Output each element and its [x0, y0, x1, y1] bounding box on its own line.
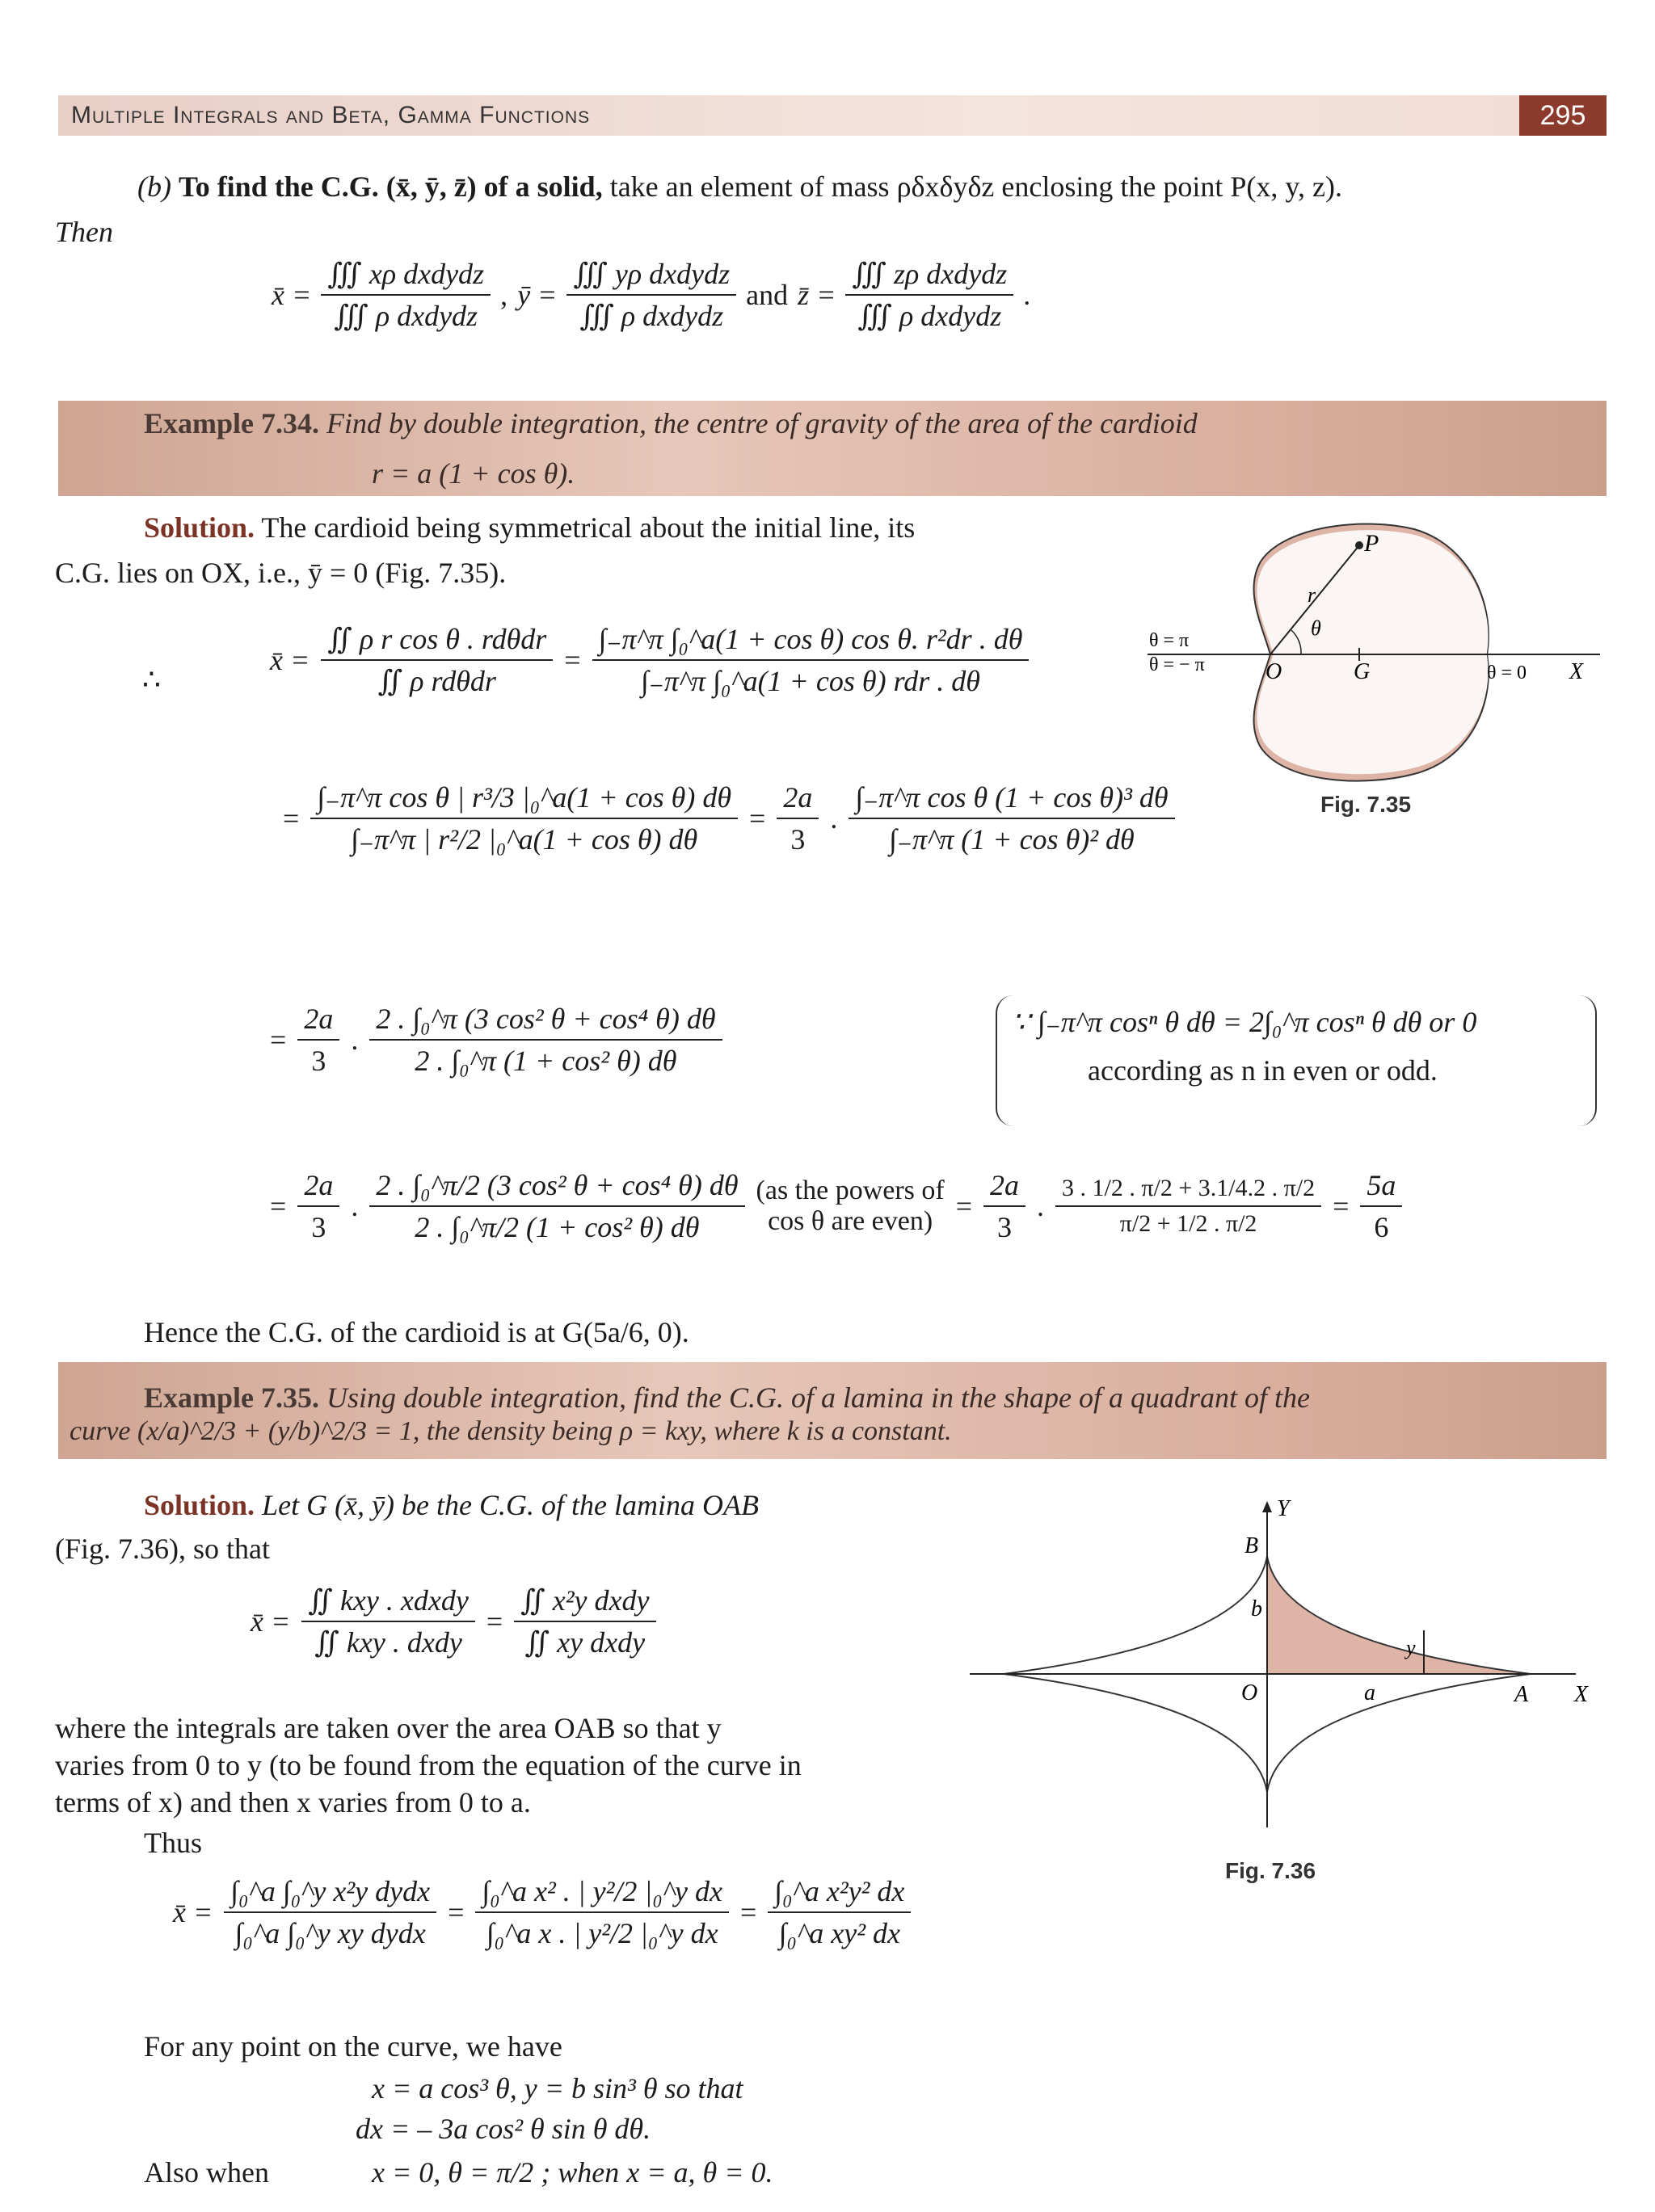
dx-expression: dx = – 3a cos² θ sin θ dθ.: [356, 2113, 651, 2145]
integration-region-text: where the integrals are taken over the area OAB so that y varies from 0 to y (to be found from the equation of the curve in terms of x) and then x varies from 0 to a.: [55, 1712, 802, 1819]
also-when-label: Also when: [144, 2156, 269, 2189]
eq-735-2: x̄ = $\frac{\text{∫₀\textasciicircum{}a ∫₀\textasciicircum{}y x²y dydx}}{\text{∫₀\textasciicircum{}a ∫₀\textasciicircum{}y xy dydx}}$ = $\frac{\text{∫₀\textasciicircum{}a x² . | y²/2 |₀\textasciicircum{}y dx}}{\text{∫₀\textasciicircum{}a x . | y²/2 |₀\textasciicircum{}y dx}}$ = $\frac{\text{∫₀\textasciicircum{}a x²y² dx}}{\text{∫₀\textasciicircum{}a xy² dx}}$: [173, 1874, 911, 1950]
y-axis-arrow: [1262, 1501, 1272, 1512]
eq-735-1: x̄ = $\frac{\text{∬ kxy . xdxdy}}{\text{∬ kxy . dxdy}}$ = $\frac{\text{∬ x²y dxdy}}{\text{∬ xy dxdy}}$: [251, 1583, 656, 1659]
therefore-symbol: ∴: [142, 663, 161, 696]
label-P: P: [1364, 530, 1379, 557]
label-X: X: [1569, 659, 1584, 684]
eq-734-4: = $\frac{2a}{3}$ . $\frac{\text{2 . ∫₀\textasciicircum{}π/2 (3 cos² θ + cos⁴ θ) dθ}}{\text{2 . ∫₀\textasciicircum{}π/2 (1 + cos² θ) dθ}}$ (as the powers of cos θ are even) = $\frac{2a}{3}$ . $\frac{3 . 1/2 . \pi/2 + 3.1/4.2 . \pi/2}{\pi/2 + 1/2 . \pi/2}$ = $\frac{5a}{6}$: [270, 1168, 1402, 1244]
label-B: B: [1244, 1533, 1259, 1558]
label-G: G: [1354, 659, 1371, 684]
example-7-34-statement: Example 7.34. Find by double integration, the centre of gravity of the area of the cardioid: [144, 407, 1198, 439]
example-7-34-equation: r = a (1 + cos θ).: [372, 457, 575, 490]
label-r: r: [1308, 583, 1316, 607]
label-theta-zero: θ = 0: [1487, 662, 1527, 683]
fig-7-36-astroid: [962, 1495, 1608, 1850]
solution-7-35-line2: (Fig. 7.36), so that: [55, 1533, 270, 1565]
example-7-35-statement-2: curve (x/a)^2/3 + (y/b)^2/3 = 1, the density being ρ = kxy, where k is a constant.: [69, 1416, 952, 1446]
label-A: A: [1514, 1682, 1529, 1707]
label-theta-pi: θ = π: [1149, 630, 1190, 651]
solution-7-34-line1: Solution. The cardioid being symmetrical about the initial line, its: [144, 511, 916, 544]
eq-734-2: = $\frac{\text{∫₋π\textasciicircum{}π cos θ | r³/3 |₀\textasciicircum{}a(1 + cos θ) dθ}}{\text{∫₋π\textasciicircum{}π | r²/2 |₀\textasciicircum{}a(1 + cos θ) dθ}}$ = $\frac{2a}{3}$ . $\frac{\text{∫₋π\textasciicircum{}π cos θ (1 + cos θ)³ dθ}}{\text{∫₋π\textasciicircum{}π (1 + cos θ)² dθ}}$: [283, 780, 1175, 856]
fig-7-36-caption: Fig. 7.36: [1225, 1858, 1316, 1883]
point-p: [1355, 541, 1363, 549]
example-7-35-statement: Example 7.35. Using double integration, find the C.G. of a lamina in the shape of a quadrant of the: [144, 1381, 1310, 1414]
label-O: O: [1265, 659, 1282, 684]
cg-solid-formula: x̄ = $\frac{\text{∭ xρ dxdydz}}{\text{∭ ρ dxdydz}}$ , ȳ = $\frac{\text{∭ yρ dxdydz}}{\text{∭ ρ dxdydz}}$ and z̄ = $\frac{\text{∭ zρ dxdydz}}{\text{∭ ρ dxdydz}}$ .: [272, 258, 1031, 332]
label-theta-minus-pi: θ = − π: [1149, 654, 1205, 675]
part-b-intro: (b) To find the C.G. (x̄, ȳ, z̄) of a solid, take an element of mass ρδxδyδz enclosing the point P(x, y, z).: [137, 170, 1342, 203]
cardioid-cg-conclusion: Hence the C.G. of the cardioid is at G(5a/6, 0).: [144, 1316, 689, 1348]
solution-7-35-line1: Solution. Let G (x̄, ȳ) be the C.G. of the lamina OAB: [144, 1489, 759, 1521]
label-O: O: [1241, 1680, 1258, 1705]
cardioid-interior: [1257, 530, 1489, 774]
eq-734-1: x̄ = $\frac{\text{∬ ρ r cos θ . rdθdr}}{\text{∬ ρ rdθdr}}$ = $\frac{\text{∫₋π\textasciicircum{}π ∫₀\textasciicircum{}a(1 + cos θ) cos θ. r²dr . dθ}}{\text{∫₋π\textasciicircum{}π ∫₀\textasciicircum{}a(1 + cos θ) rdr . dθ}}$: [270, 622, 1029, 698]
fig-7-35-cardioid: [1148, 517, 1608, 792]
label-Y: Y: [1277, 1496, 1290, 1521]
page-number: 295: [1519, 95, 1607, 136]
then-label: Then: [55, 216, 113, 248]
label-y: y: [1406, 1636, 1416, 1659]
chapter-title: Multiple Integrals and Beta, Gamma Functions: [71, 102, 591, 128]
even-odd-note: ∵ ∫₋π^π cosⁿ θ dθ = 2∫₀^π cosⁿ θ dθ or 0 according as n in even or odd.: [996, 995, 1597, 1126]
shaded-quadrant: [1267, 1556, 1531, 1674]
eq-734-3: = $\frac{2a}{3}$ . $\frac{\text{2 . ∫₀\textasciicircum{}π (3 cos² θ + cos⁴ θ) dθ}}{\text{2 . ∫₀\textasciicircum{}π (1 + cos² θ) dθ}}$: [270, 1002, 722, 1078]
fig-7-35-caption: Fig. 7.35: [1320, 792, 1412, 817]
thus-label: Thus: [144, 1827, 202, 1859]
label-X: X: [1574, 1682, 1589, 1707]
theta-limits: x = 0, θ = π/2 ; when x = a, θ = 0.: [372, 2156, 773, 2189]
label-a: a: [1364, 1680, 1375, 1705]
label-b: b: [1251, 1596, 1262, 1621]
curve-intro: For any point on the curve, we have: [144, 2030, 562, 2063]
label-theta: θ: [1311, 616, 1321, 640]
solution-7-34-line2: C.G. lies on OX, i.e., ȳ = 0 (Fig. 7.35).: [55, 557, 507, 589]
parametric-equations: x = a cos³ θ, y = b sin³ θ so that: [372, 2072, 743, 2105]
